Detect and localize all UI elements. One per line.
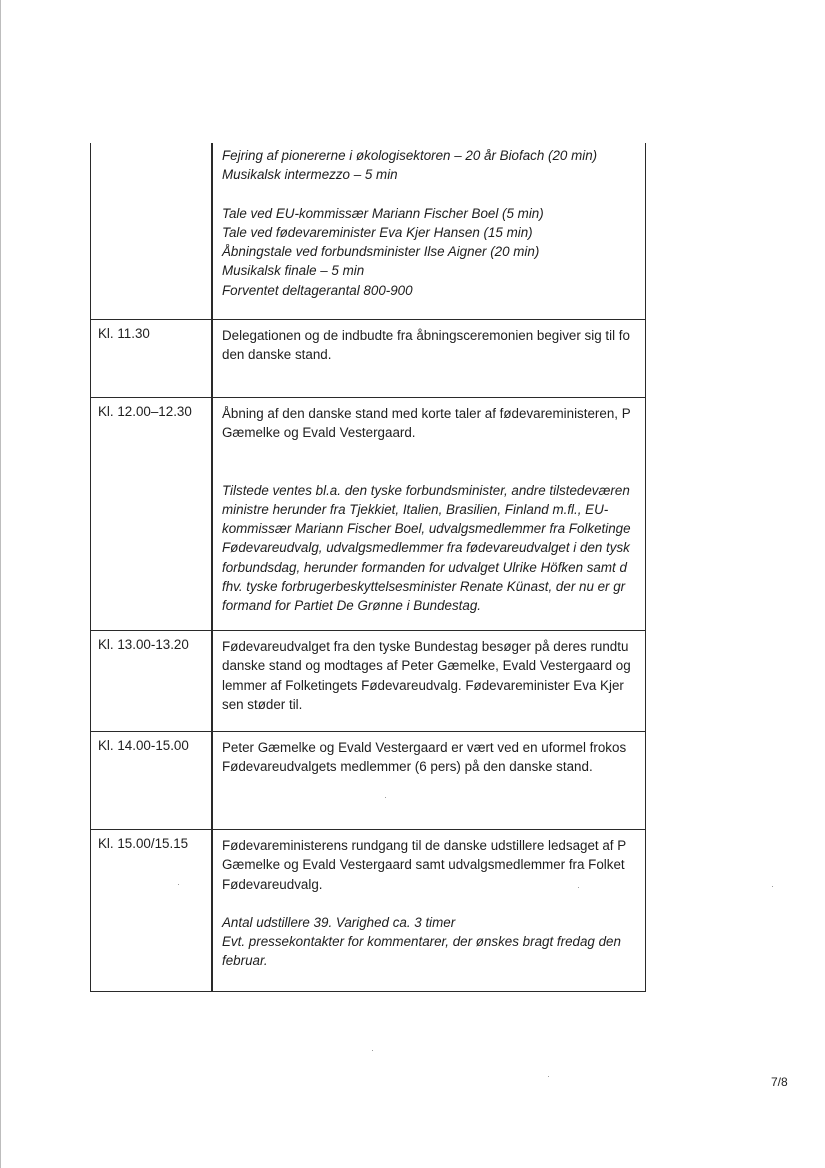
row-time: Kl. 15.00/15.15	[98, 836, 189, 851]
text-line: Forventet deltagerantal 800-900	[222, 282, 413, 298]
table-row-continuation	[91, 143, 645, 319]
text-line: Fødevareministerens rundgang til de danske udstillere ledsaget af P	[222, 838, 627, 853]
text-line: Gæmelke og Evald Vestergaard.	[222, 425, 416, 441]
text-line: formand for Partiet De Grønne i Bundestag.	[222, 598, 482, 614]
text-line: den danske stand.	[222, 347, 332, 363]
row-description	[222, 404, 646, 616]
text-line: Antal udstillere 39. Varighed ca. 3 timer	[222, 914, 456, 930]
text-line: Tale ved fødevareminister Eva Kjer Hansen (15 min)	[222, 224, 533, 240]
text-line: Fejring af pionererne i økologisektoren – 20 år Biofach (20 min)	[222, 148, 598, 163]
text-line: Åbningstale ved forbundsminister Ilse Aigner (20 min)	[222, 244, 540, 260]
text-line: kommissær Mariann Fischer Boel, udvalgsmedlemmer fra Folketinge	[222, 521, 631, 537]
row-description	[222, 637, 646, 714]
text-line: Evt. pressekontakter for kommentarer, der ønskes bragt fredag den	[222, 934, 621, 950]
text-line: Fødevareudvalgets medlemmer (6 pers) på den danske stand.	[222, 759, 593, 775]
text-line: Tilstede ventes bl.a. den tyske forbundsminister, andre tilstedeværen	[222, 482, 630, 498]
scan-speck	[772, 886, 773, 887]
scan-edge	[0, 0, 1, 1168]
table-row	[91, 829, 645, 992]
scan-speck	[578, 887, 579, 888]
text-line: forbundsdag, herunder formanden for udvalget Ulrike Höfken samt d	[222, 559, 627, 575]
text-line: lemmer af Folketingets Fødevareudvalg. Fødevareminister Eva Kjer	[222, 677, 624, 693]
schedule-table	[90, 143, 646, 992]
row-time: Kl. 12.00–12.30	[98, 404, 192, 419]
text-line: Peter Gæmelke og Evald Vestergaard er vært ved en uformel frokos	[222, 740, 627, 755]
table-row	[91, 397, 645, 631]
page-number: 7/8	[771, 1075, 788, 1089]
text-line: Fødevareudvalg, udvalgsmedlemmer fra fødevareudvalget i den tysk	[222, 540, 630, 556]
text-line: fhv. tyske forbrugerbeskyttelsesminister Renate Künast, der nu er gr	[222, 579, 626, 595]
row-time: Kl. 14.00-15.00	[98, 738, 189, 753]
row-description	[222, 836, 646, 971]
text-line: Musikalsk finale – 5 min	[222, 263, 365, 279]
row-time: Kl. 11.30	[98, 326, 150, 341]
text-line: ministre herunder fra Tjekkiet, Italien, Brasilien, Finland m.fl., EU-	[222, 501, 609, 517]
scan-speck	[548, 1076, 549, 1077]
table-row	[91, 630, 645, 732]
text-line: Fødevareudvalg.	[222, 876, 323, 892]
scan-speck	[178, 884, 179, 885]
text-line: sen støder til.	[222, 696, 303, 712]
text-line: Fødevareudvalget fra den tyske Bundestag besøger på deres rundtu	[222, 639, 629, 654]
text-line: danske stand og modtages af Peter Gæmelke, Evald Vestergaard og	[222, 658, 631, 674]
text-line: Åbning af den danske stand med korte taler af fødevareministeren, P	[222, 406, 631, 421]
text-line: Tale ved EU-kommissær Mariann Fischer Boel (5 min)	[222, 205, 544, 221]
text-line: februar.	[222, 953, 268, 969]
text-line: Musikalsk intermezzo – 5 min	[222, 167, 398, 183]
table-row	[91, 731, 645, 830]
scan-speck	[372, 1050, 373, 1051]
row-description	[222, 326, 646, 365]
row-description	[222, 738, 646, 777]
text-line: Gæmelke og Evald Vestergaard samt udvalgsmedlemmer fra Folket	[222, 857, 625, 873]
table-row	[91, 319, 645, 398]
row-description	[222, 146, 646, 300]
text-line: Delegationen og de indbudte fra åbningsceremonien begiver sig til fo	[222, 328, 630, 343]
scan-speck	[385, 797, 386, 798]
row-time: Kl. 13.00-13.20	[98, 637, 189, 652]
